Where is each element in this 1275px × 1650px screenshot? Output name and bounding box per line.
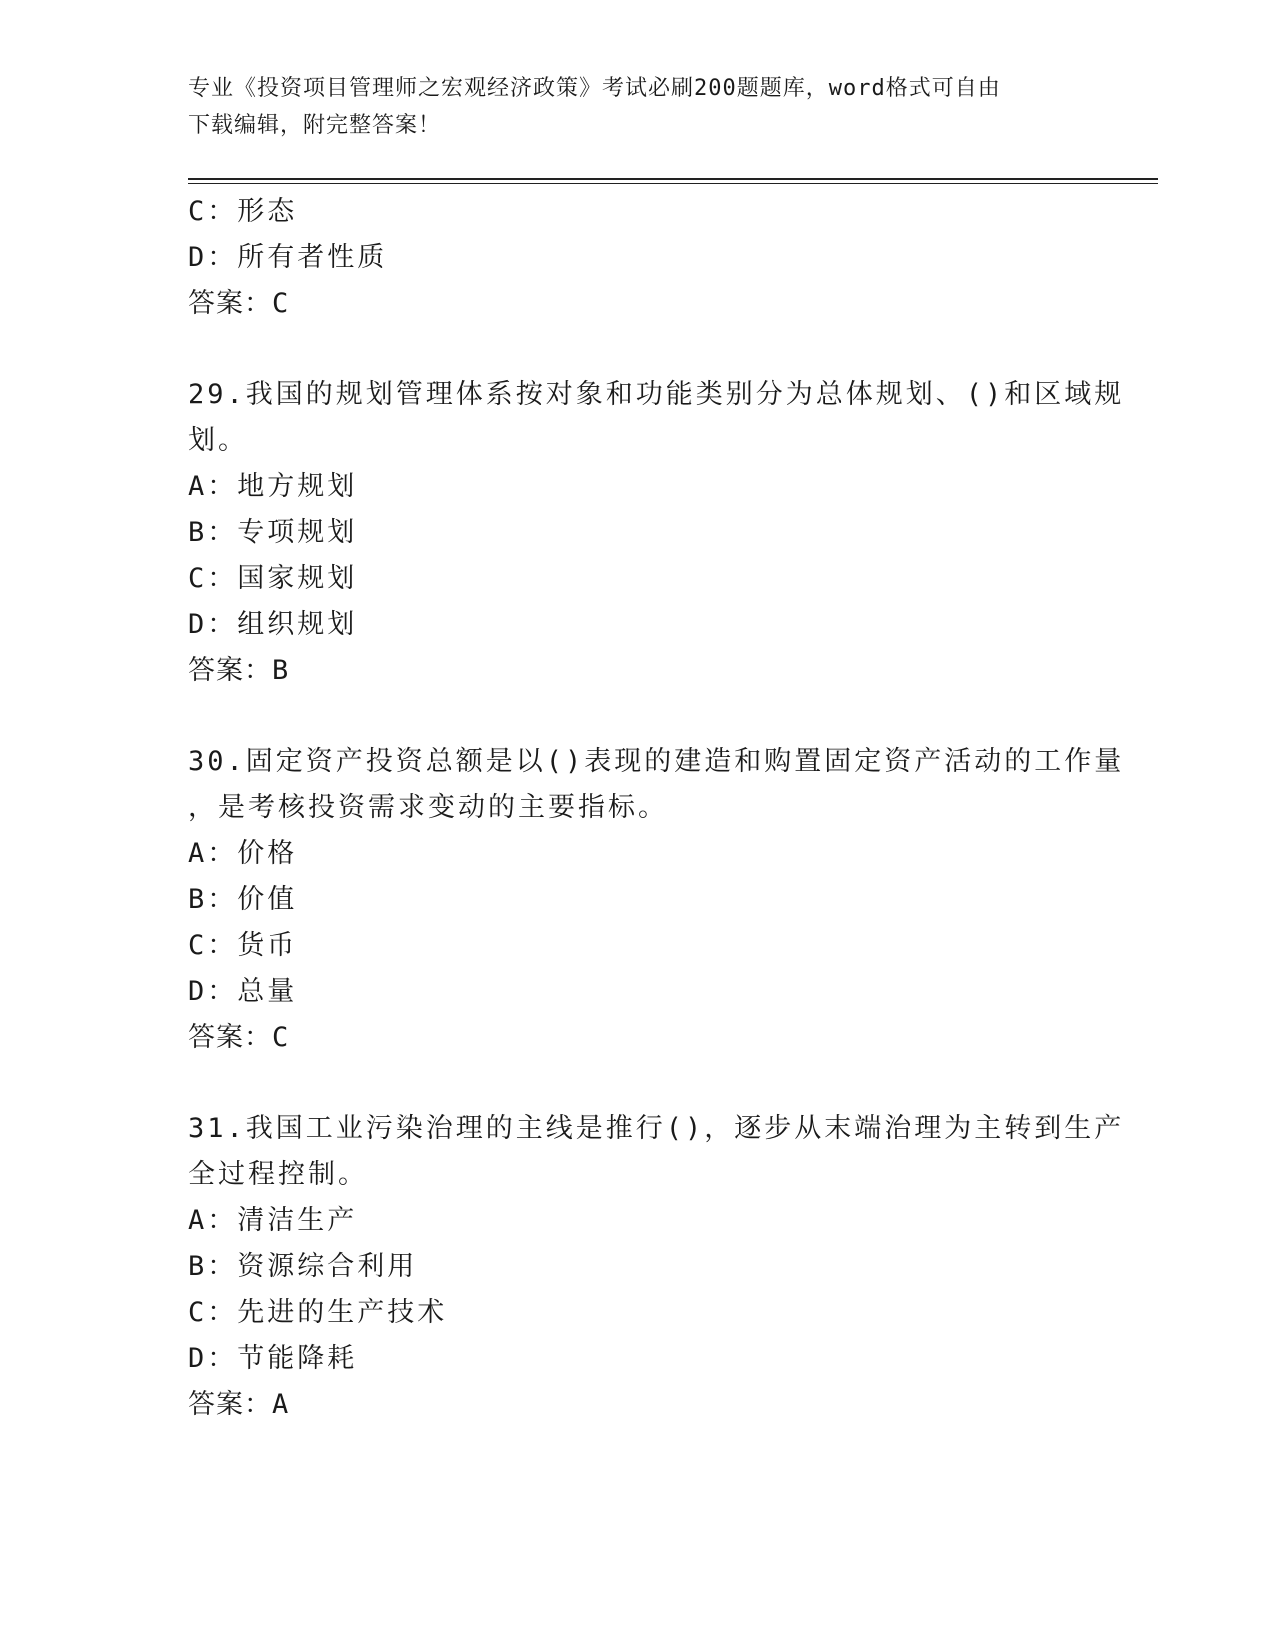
question-text-line-2: ，是考核投资需求变动的主要指标。 (188, 792, 668, 823)
option-a: A：清洁生产 (188, 1205, 358, 1236)
answer-line: 答案：B (188, 655, 290, 686)
question-30 (188, 739, 1125, 1061)
option-d: D：组织规划 (188, 609, 358, 640)
option-b: B：专项规划 (188, 517, 358, 548)
answer-line: 答案：A (188, 1389, 290, 1420)
question-29 (188, 372, 1125, 694)
question-text-line-2: 划。 (188, 425, 248, 456)
answer-line: 答案：C (188, 288, 290, 319)
header-divider (188, 178, 1158, 180)
option-d: D：节能降耗 (188, 1343, 358, 1374)
option-a: A：地方规划 (188, 471, 358, 502)
option-c: C：先进的生产技术 (188, 1297, 448, 1328)
option-d: D：总量 (188, 976, 298, 1007)
header-divider-thin (188, 183, 1158, 184)
option-d: D：所有者性质 (188, 242, 388, 273)
option-b: B：价值 (188, 884, 298, 915)
question-text-line-1: 30.固定资产投资总额是以()表现的建造和购置固定资产活动的工作量 (188, 746, 1125, 777)
option-c: C：货币 (188, 930, 298, 961)
question-fragment (188, 189, 1088, 327)
header-line-2: 下载编辑，附完整答案！ (188, 113, 442, 138)
option-a: A：价格 (188, 838, 298, 869)
question-31 (188, 1106, 1125, 1428)
answer-line: 答案：C (188, 1022, 290, 1053)
option-c: C：国家规划 (188, 563, 358, 594)
document-header (188, 70, 1068, 144)
question-list (188, 189, 1125, 1428)
option-b: B：资源综合利用 (188, 1251, 418, 1282)
question-text-line-1: 31.我国工业污染治理的主线是推行()，逐步从末端治理为主转到生产 (188, 1113, 1125, 1144)
option-c: C：形态 (188, 196, 298, 227)
header-line-1: 专业《投资项目管理师之宏观经济政策》考试必刷200题题库，word格式可自由 (188, 76, 1001, 101)
question-text-line-2: 全过程控制。 (188, 1159, 368, 1190)
question-text-line-1: 29.我国的规划管理体系按对象和功能类别分为总体规划、()和区域规 (188, 379, 1125, 410)
